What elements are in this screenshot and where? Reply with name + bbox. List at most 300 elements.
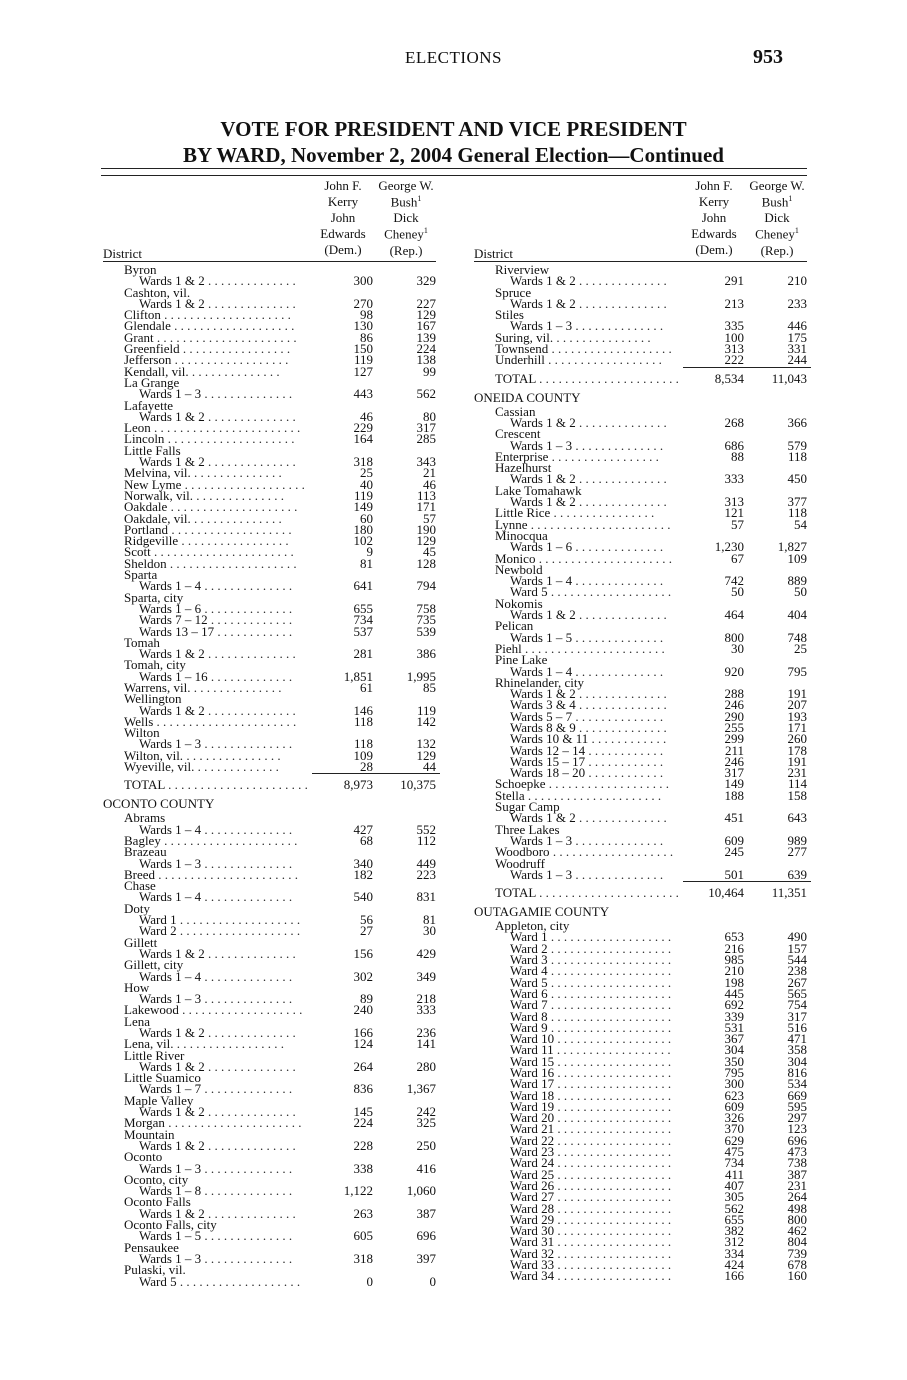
leader-dots: . . . . . . . . . . . . . . (572, 573, 664, 589)
district-label: Wards 1 & 2 (139, 945, 205, 961)
kerry-votes: 61 (360, 679, 373, 695)
running-head (0, 46, 907, 70)
leader-dots: . . . . . . . . . . . . . . . . . . . . . . (150, 544, 294, 560)
district-label: Schoepke (495, 776, 546, 792)
bush-votes: 297 (787, 1110, 807, 1126)
district-label: Riverview (495, 262, 550, 277)
bush-votes: 128 (416, 555, 436, 571)
kerry-votes: 57 (731, 516, 744, 532)
kerry-votes: 102 (353, 533, 373, 549)
district-label: Morgan (124, 1115, 165, 1131)
district-label: Wards 1 – 4 (510, 573, 573, 589)
bush-votes: 490 (787, 929, 807, 945)
kerry-votes: 213 (724, 295, 744, 311)
label-with-leaders (510, 607, 667, 623)
district-label: Ward 19 (510, 1098, 555, 1114)
district-label: Doty (124, 900, 150, 916)
leader-dots: . . . . . . . . . . . . . . . . . . (554, 1234, 672, 1250)
leader-dots: . . . . . . . . . . . . . . . . . . (554, 1031, 672, 1047)
bush-votes: 331 (787, 341, 807, 357)
bush-votes: 696 (416, 1228, 436, 1244)
leader-dots: . . . . . . . . . . . . . . (201, 991, 293, 1007)
bush-votes: 678 (787, 1257, 807, 1273)
section-name: ELECTIONS (404, 48, 503, 67)
district-label: Wards 1 & 2 (510, 273, 576, 289)
kerry-votes: 88 (731, 448, 744, 464)
leader-dots: . . . . . . . . . . . . . . (575, 607, 667, 623)
district-label: Wards 1 & 2 (139, 1205, 205, 1221)
bush-votes: 738 (787, 1155, 807, 1171)
district-label: Wards 8 & 9 (510, 719, 576, 735)
district-label: Ward 23 (510, 1144, 555, 1160)
district-label: Oakdale (124, 499, 168, 515)
district-label: Ward 32 (510, 1245, 555, 1261)
district-label: OCONTO COUNTY (103, 796, 215, 812)
kerry-votes: 224 (353, 1115, 373, 1131)
district-label: Wards 7 – 12 (139, 612, 208, 628)
district-label: Wards 1 – 5 (510, 629, 573, 645)
kerry-votes: 445 (724, 985, 744, 1001)
bush-votes: 244 (787, 352, 807, 368)
district-label: La Grange (124, 374, 180, 390)
district-label: Wards 13 – 17 (139, 623, 215, 639)
leader-dots: . . . . . . . . . . . . . . . . . . (554, 1200, 672, 1216)
district-label: Spruce (495, 284, 532, 300)
kerry-votes: 246 (724, 753, 744, 769)
district-label: Wards 1 & 2 (139, 646, 205, 662)
kerry-votes: 255 (724, 719, 744, 735)
district-label: Wards 1 & 2 (510, 810, 576, 826)
bush-votes: 171 (787, 719, 807, 735)
kerry-votes: 10,464 (708, 885, 744, 901)
district-label: Oconto (124, 1149, 163, 1165)
kerry-votes: 537 (353, 623, 373, 639)
bush-votes: 142 (416, 713, 436, 729)
district-label: Monico (495, 550, 536, 566)
bush-votes: 158 (787, 787, 807, 803)
leader-dots: . . . . . . . . . . . . . . . . . . . . (167, 499, 298, 515)
kerry-votes: 692 (724, 997, 744, 1013)
kerry-votes: 50 (731, 584, 744, 600)
district-label: Ward 11 (510, 1042, 554, 1058)
bush-votes: 129 (416, 533, 436, 549)
kerry-votes: 609 (724, 1098, 744, 1114)
leader-dots: . . . . . . . . . . . . . . . . . . . (547, 929, 672, 945)
total-underline (683, 367, 811, 368)
district-label: Ward 4 (510, 963, 548, 979)
district-label: Cassian (495, 403, 536, 419)
district-label: Appleton, city (495, 918, 570, 934)
kerry-votes: 198 (724, 974, 744, 990)
district-label: Ward 1 (510, 929, 548, 945)
bush-votes: 260 (787, 731, 807, 747)
kerry-votes: 1,122 (343, 1183, 373, 1199)
district-label: Oconto Falls (124, 1194, 191, 1210)
bush-header: George W. Bush$^1$ Dick Cheney$^1$ (Rep.) (749, 178, 805, 258)
district-label: Bagley (124, 832, 161, 848)
kerry-votes: 742 (724, 573, 744, 589)
leader-dots: . . . . . . . . . . . . . . (201, 968, 293, 984)
district-label: Ward 28 (510, 1200, 555, 1216)
bush-votes: 758 (416, 600, 436, 616)
district-label: Ward 15 (510, 1053, 555, 1069)
bush-votes: 113 (416, 487, 436, 503)
bush-votes: 450 (787, 471, 807, 487)
bush-votes: 539 (416, 623, 436, 639)
label-with-leaders (139, 889, 293, 905)
leader-dots: . . . . . . . . . . . . . . . . . . (554, 1177, 672, 1193)
kerry-votes: 1,230 (714, 539, 744, 555)
bush-votes: 132 (416, 736, 436, 752)
leader-dots: . . . . . . . . . . . . . . (192, 487, 284, 503)
district-label: Ward 34 (510, 1268, 555, 1284)
bush-votes: 449 (416, 855, 436, 871)
district-label: Mountain (124, 1126, 175, 1142)
leader-dots: . . . . . . . . . . . . . . . . . . . . . . (153, 329, 297, 345)
leader-dots: . . . . . . . . . . . . . . . . . . (554, 1268, 672, 1284)
leader-dots: . . . . . . . . . . . . . . . . . . . . . . . (150, 420, 301, 436)
leader-dots: . . . . . . . . . . . . . . . . . . (554, 1223, 672, 1239)
leader-dots: . . . . . . . . . . . . . . . . . . . (547, 952, 672, 968)
bush-votes: 333 (416, 1002, 436, 1018)
bush-votes: 471 (787, 1031, 807, 1047)
bush-votes: 366 (787, 414, 807, 430)
bush-votes: 1,827 (777, 539, 807, 555)
kerry-votes: 313 (724, 494, 744, 510)
kerry-votes: 304 (724, 1042, 744, 1058)
left-column-header (103, 178, 436, 262)
leader-dots: . . . . . . . . . . . . . . (201, 1081, 293, 1097)
bush-votes: 696 (787, 1132, 807, 1148)
district-label: Ward 33 (510, 1257, 555, 1273)
bush-votes: 21 (423, 465, 436, 481)
kerry-votes: 281 (353, 646, 373, 662)
bush-votes: 267 (787, 974, 807, 990)
kerry-votes: 623 (724, 1087, 744, 1103)
kerry-votes: 263 (353, 1205, 373, 1221)
district-label: Wards 1 – 3 (510, 318, 573, 334)
bush-votes: 190 (416, 521, 436, 537)
kerry-votes: 424 (724, 1257, 744, 1273)
district-label: Gillett, city (124, 957, 184, 973)
label-with-leaders (124, 1002, 303, 1018)
leader-dots: . . . . . . . . . . . . . . . . . . (171, 352, 289, 368)
table-title (100, 116, 807, 168)
bush-votes: 277 (787, 844, 807, 860)
leader-dots: . . . . . . . . . . . . (214, 623, 293, 639)
district-label: Enterprise (495, 448, 549, 464)
leader-dots: . . . . . . . . . . . . . . (572, 663, 664, 679)
district-label: Wilton, vil. (124, 747, 184, 763)
kerry-votes: 222 (724, 352, 744, 368)
district-label: Ward 2 (510, 940, 548, 956)
kerry-votes: 109 (353, 747, 373, 763)
kerry-votes: 68 (360, 832, 373, 848)
kerry-votes: 8,534 (714, 370, 744, 386)
district-label: Wards 1 – 4 (510, 663, 573, 679)
leader-dots: . . . . . . . . . . . . . . (575, 273, 667, 289)
label-with-leaders (139, 968, 293, 984)
leader-dots: . . . . . . . . . . . . . . . . . . . (178, 1002, 303, 1018)
district-label: OUTAGAMIE COUNTY (474, 904, 610, 920)
kerry-votes: 333 (724, 471, 744, 487)
district-label: Ward 5 (510, 584, 548, 600)
leader-dots: . . . . . . . . . . . . . . . . . . . . (164, 431, 295, 447)
district-label: Warrens, vil. (124, 679, 191, 695)
district-label: Wards 1 & 2 (139, 702, 205, 718)
table-row (474, 295, 807, 311)
title-rule (101, 168, 807, 169)
district-label: Wards 1 – 3 (510, 832, 573, 848)
kerry-votes: 334 (724, 1245, 744, 1261)
kerry-votes: 305 (724, 1189, 744, 1205)
district-label: Townsend (495, 341, 549, 357)
bush-votes: 118 (787, 448, 807, 464)
district-label: Wells (124, 713, 154, 729)
leader-dots: . . . . . . . . . . . . . . (201, 1250, 293, 1266)
kerry-votes: 427 (353, 821, 373, 837)
district-label: Oakdale, vil. (124, 510, 191, 526)
kerry-votes: 56 (360, 912, 373, 928)
leader-dots: . . . . . . . . . . . . . . . . . . (554, 1166, 672, 1182)
leader-dots: . . . . . . . . . . . . . . . . . . . (547, 974, 672, 990)
leader-dots: . . . . . . . . . . . . . . (201, 821, 293, 837)
bush-votes: 160 (787, 1268, 807, 1284)
kerry-votes: 531 (724, 1019, 744, 1035)
kerry-votes: 605 (353, 1228, 373, 1244)
label-with-leaders (510, 866, 664, 882)
bush-votes: 178 (787, 742, 807, 758)
leader-dots: . . . . . . . . . . . . . . . . . . . . (166, 555, 297, 571)
kerry-votes: 121 (724, 505, 744, 521)
kerry-votes: 340 (353, 855, 373, 871)
district-label: Little Rice (495, 505, 551, 521)
kerry-votes: 734 (724, 1155, 744, 1171)
district-label: Wards 1 – 4 (139, 968, 202, 984)
district-label: Ward 20 (510, 1110, 555, 1126)
bush-votes: 387 (416, 1205, 436, 1221)
district-label: Crescent (495, 426, 541, 442)
district-label: Wards 1 & 2 (510, 686, 576, 702)
kerry-votes: 166 (353, 1025, 373, 1040)
bush-votes: 218 (416, 991, 436, 1007)
leader-dots: . . . . . . . . . . . . . . . . . . . (548, 341, 672, 357)
bush-votes: 123 (787, 1121, 807, 1137)
bush-votes: 387 (787, 1166, 807, 1182)
leader-dots: . . . . . . . . . . . . . . . . . . . (547, 1008, 672, 1024)
table-row (474, 1268, 807, 1284)
bush-votes: 534 (787, 1076, 807, 1092)
bush-votes: 54 (794, 516, 807, 532)
leader-dots: . . . . . . . . . . . . . (194, 759, 279, 775)
district-label: Wards 1 – 3 (139, 991, 202, 1007)
kerry-votes: 229 (353, 420, 373, 436)
leader-dots: . . . . . . . . . . . . . . . . . . . . . . (535, 370, 679, 386)
kerry-votes: 1,851 (343, 668, 373, 684)
district-label: Wards 18 – 20 (510, 765, 586, 781)
bush-votes: 329 (416, 273, 436, 289)
district-label: Wards 1 & 2 (139, 1104, 205, 1120)
district-label: Ward 26 (510, 1177, 555, 1193)
district-label: Three Lakes (495, 821, 560, 837)
bush-votes: 325 (416, 1115, 436, 1131)
leader-dots: . . . . . . . . . . . . . . . . . . (554, 1098, 672, 1114)
district-label: Wyeville, vil. (124, 759, 195, 775)
district-label: Suring, vil. (495, 329, 554, 345)
district-label: Wards 1 & 2 (139, 273, 205, 289)
district-label: Ward 27 (510, 1189, 555, 1205)
district-label: Cashton, vil. (124, 284, 191, 300)
leader-dots: . . . . . . . . . . . . . . . . . . . . . (535, 550, 672, 566)
district-label: Oconto, city (124, 1171, 189, 1187)
kerry-votes: 119 (353, 487, 373, 503)
district-label: Ward 25 (510, 1166, 555, 1182)
kerry-votes: 318 (353, 1250, 373, 1266)
kerry-votes: 451 (724, 810, 744, 826)
leader-dots: . . . . . . . . . . . . . . . . . . (554, 1121, 672, 1137)
kerry-votes: 86 (360, 329, 373, 345)
table-row (103, 1273, 436, 1289)
bush-votes: 112 (416, 832, 436, 848)
district-label: Wards 1 – 6 (510, 539, 573, 555)
bush-votes: 579 (787, 437, 807, 453)
leader-dots: . . . . . . . . . . . . . . . . . . (554, 1132, 672, 1148)
table-row (474, 866, 807, 882)
bush-votes: 167 (416, 318, 436, 334)
kerry-votes: 150 (353, 341, 373, 357)
kerry-votes: 146 (353, 702, 373, 718)
bush-votes: 238 (787, 963, 807, 979)
bush-votes: 562 (416, 386, 436, 402)
district-label: Wards 1 – 4 (139, 578, 202, 594)
total-underline (683, 881, 811, 882)
bush-votes: 139 (416, 329, 436, 345)
district-label: Wards 1 – 3 (139, 1250, 202, 1266)
bush-votes: 141 (416, 1036, 436, 1052)
leader-dots: . . . . . . . . . . . . . . . . . (173, 1036, 284, 1052)
label-with-leaders (510, 273, 667, 289)
district-label: Lakewood (124, 1002, 179, 1018)
leader-dots: . . . . . . . . . . . . . . . . . . (554, 1110, 672, 1126)
district-label: Lena (124, 1013, 150, 1029)
kerry-votes: 562 (724, 1200, 744, 1216)
leader-dots: . . . . . . . . . . . . . . (204, 1104, 296, 1120)
district-label: Sparta (124, 567, 158, 583)
district-label: Wards 1 & 2 (510, 607, 576, 623)
leader-dots: . . . . . . . . . . . . . . . . . . (553, 1042, 671, 1058)
district-label: Ward 8 (510, 1008, 548, 1024)
leader-dots: . . . . . . . . . . . . . . . . . (548, 448, 659, 464)
page-number: 953 (753, 46, 783, 68)
bush-votes: 317 (416, 420, 436, 436)
bush-votes: 643 (787, 810, 807, 826)
leader-dots: . . . . . . . . . . . . . . . . . . . (547, 997, 672, 1013)
right-rows (474, 262, 807, 1282)
leader-dots: . . . . . . . . . . . . . . . . . . . . . . (153, 713, 297, 729)
bush-votes: 30 (423, 923, 436, 939)
district-label: Byron (124, 262, 157, 277)
bush-votes: 44 (423, 759, 436, 775)
leader-dots: . . . . . . . . . . . . . . . . . . . (549, 844, 674, 860)
leader-dots: . . . . . . . . . . . . . . (201, 578, 293, 594)
district-label: Wards 3 & 4 (510, 697, 576, 713)
label-with-leaders (124, 776, 308, 794)
district-label: Greenfield (124, 341, 180, 357)
kerry-votes: 288 (724, 686, 744, 702)
kerry-votes: 407 (724, 1177, 744, 1193)
district-label: Chase (124, 878, 156, 894)
leader-dots: . . . . . . . . . . . . . . . . . . . (547, 1019, 672, 1035)
leader-dots: . . . . . . . . . . . . . . (575, 414, 667, 430)
leader-dots: . . . . . . . . . . . . . . . . . . . . . (524, 787, 662, 803)
district-label: Maple Valley (124, 1092, 194, 1108)
district-label: Underhill (495, 352, 545, 368)
kerry-votes: 127 (353, 363, 373, 379)
district-label: Breed (124, 866, 156, 882)
kerry-votes: 268 (724, 414, 744, 430)
total-row (474, 884, 807, 902)
district-label: Wards 1 – 3 (510, 866, 573, 882)
bush-votes: 317 (787, 1008, 807, 1024)
district-label: Ward 10 (510, 1031, 555, 1047)
bush-votes: 138 (416, 352, 436, 368)
district-label: Wards 1 – 3 (139, 855, 202, 871)
kerry-header: John F. Kerry John Edwards (Dem.) (691, 178, 737, 257)
kerry-votes: 180 (353, 521, 373, 537)
kerry-votes: 25 (360, 465, 373, 481)
table-row (103, 1002, 436, 1018)
bush-votes: 349 (416, 968, 436, 984)
kerry-votes: 335 (724, 318, 744, 334)
district-label: Wards 1 & 2 (510, 295, 576, 311)
district-label: Stella (495, 787, 525, 803)
district-header: District (474, 246, 513, 261)
district-label: Wards 1 & 2 (510, 471, 576, 487)
district-label: Woodboro (495, 844, 550, 860)
bush-votes: 57 (423, 510, 436, 526)
leader-dots: . . . . . . . . . . . . . . (201, 889, 293, 905)
district-label: Brazeau (124, 844, 167, 860)
kerry-votes: 118 (353, 736, 373, 752)
leader-dots: . . . . . . . . . . . . . . . . . . . . . . (521, 640, 665, 656)
district-label: Pulaski, vil. (124, 1262, 186, 1278)
district-label: Woodruff (495, 855, 545, 871)
bush-votes: 280 (416, 1058, 436, 1074)
kerry-votes: 795 (724, 1065, 744, 1080)
leader-dots: . . . . . . . . . . . . . . (204, 295, 296, 311)
bush-header: George W. Bush$^1$ Dick Cheney$^1$ (Rep.) (378, 178, 434, 258)
kerry-votes: 655 (353, 600, 373, 616)
district-label: Wards 1 & 2 (139, 1025, 205, 1040)
kerry-votes: 686 (724, 437, 744, 453)
kerry-votes: 655 (724, 1211, 744, 1227)
leader-dots: . . . . . . . . . . . . . . (204, 273, 296, 289)
district-label: Wards 1 – 8 (139, 1183, 202, 1199)
leader-dots: . . . . . . . . . . . . . . . . . . . (547, 963, 672, 979)
kerry-votes: 118 (353, 713, 373, 729)
leader-dots: . . . . . . . . . . . . (585, 742, 664, 758)
bush-votes: 1,995 (406, 668, 436, 684)
bush-votes: 85 (423, 679, 436, 695)
bush-votes: 193 (787, 708, 807, 724)
kerry-votes: 501 (724, 866, 744, 882)
district-label: Wards 1 – 3 (510, 437, 573, 453)
kerry-votes: 318 (353, 454, 373, 470)
kerry-votes: 475 (724, 1144, 744, 1160)
bush-votes: 739 (787, 1245, 807, 1261)
district-label: Wards 1 – 4 (139, 821, 202, 837)
bush-votes: 233 (787, 295, 807, 311)
